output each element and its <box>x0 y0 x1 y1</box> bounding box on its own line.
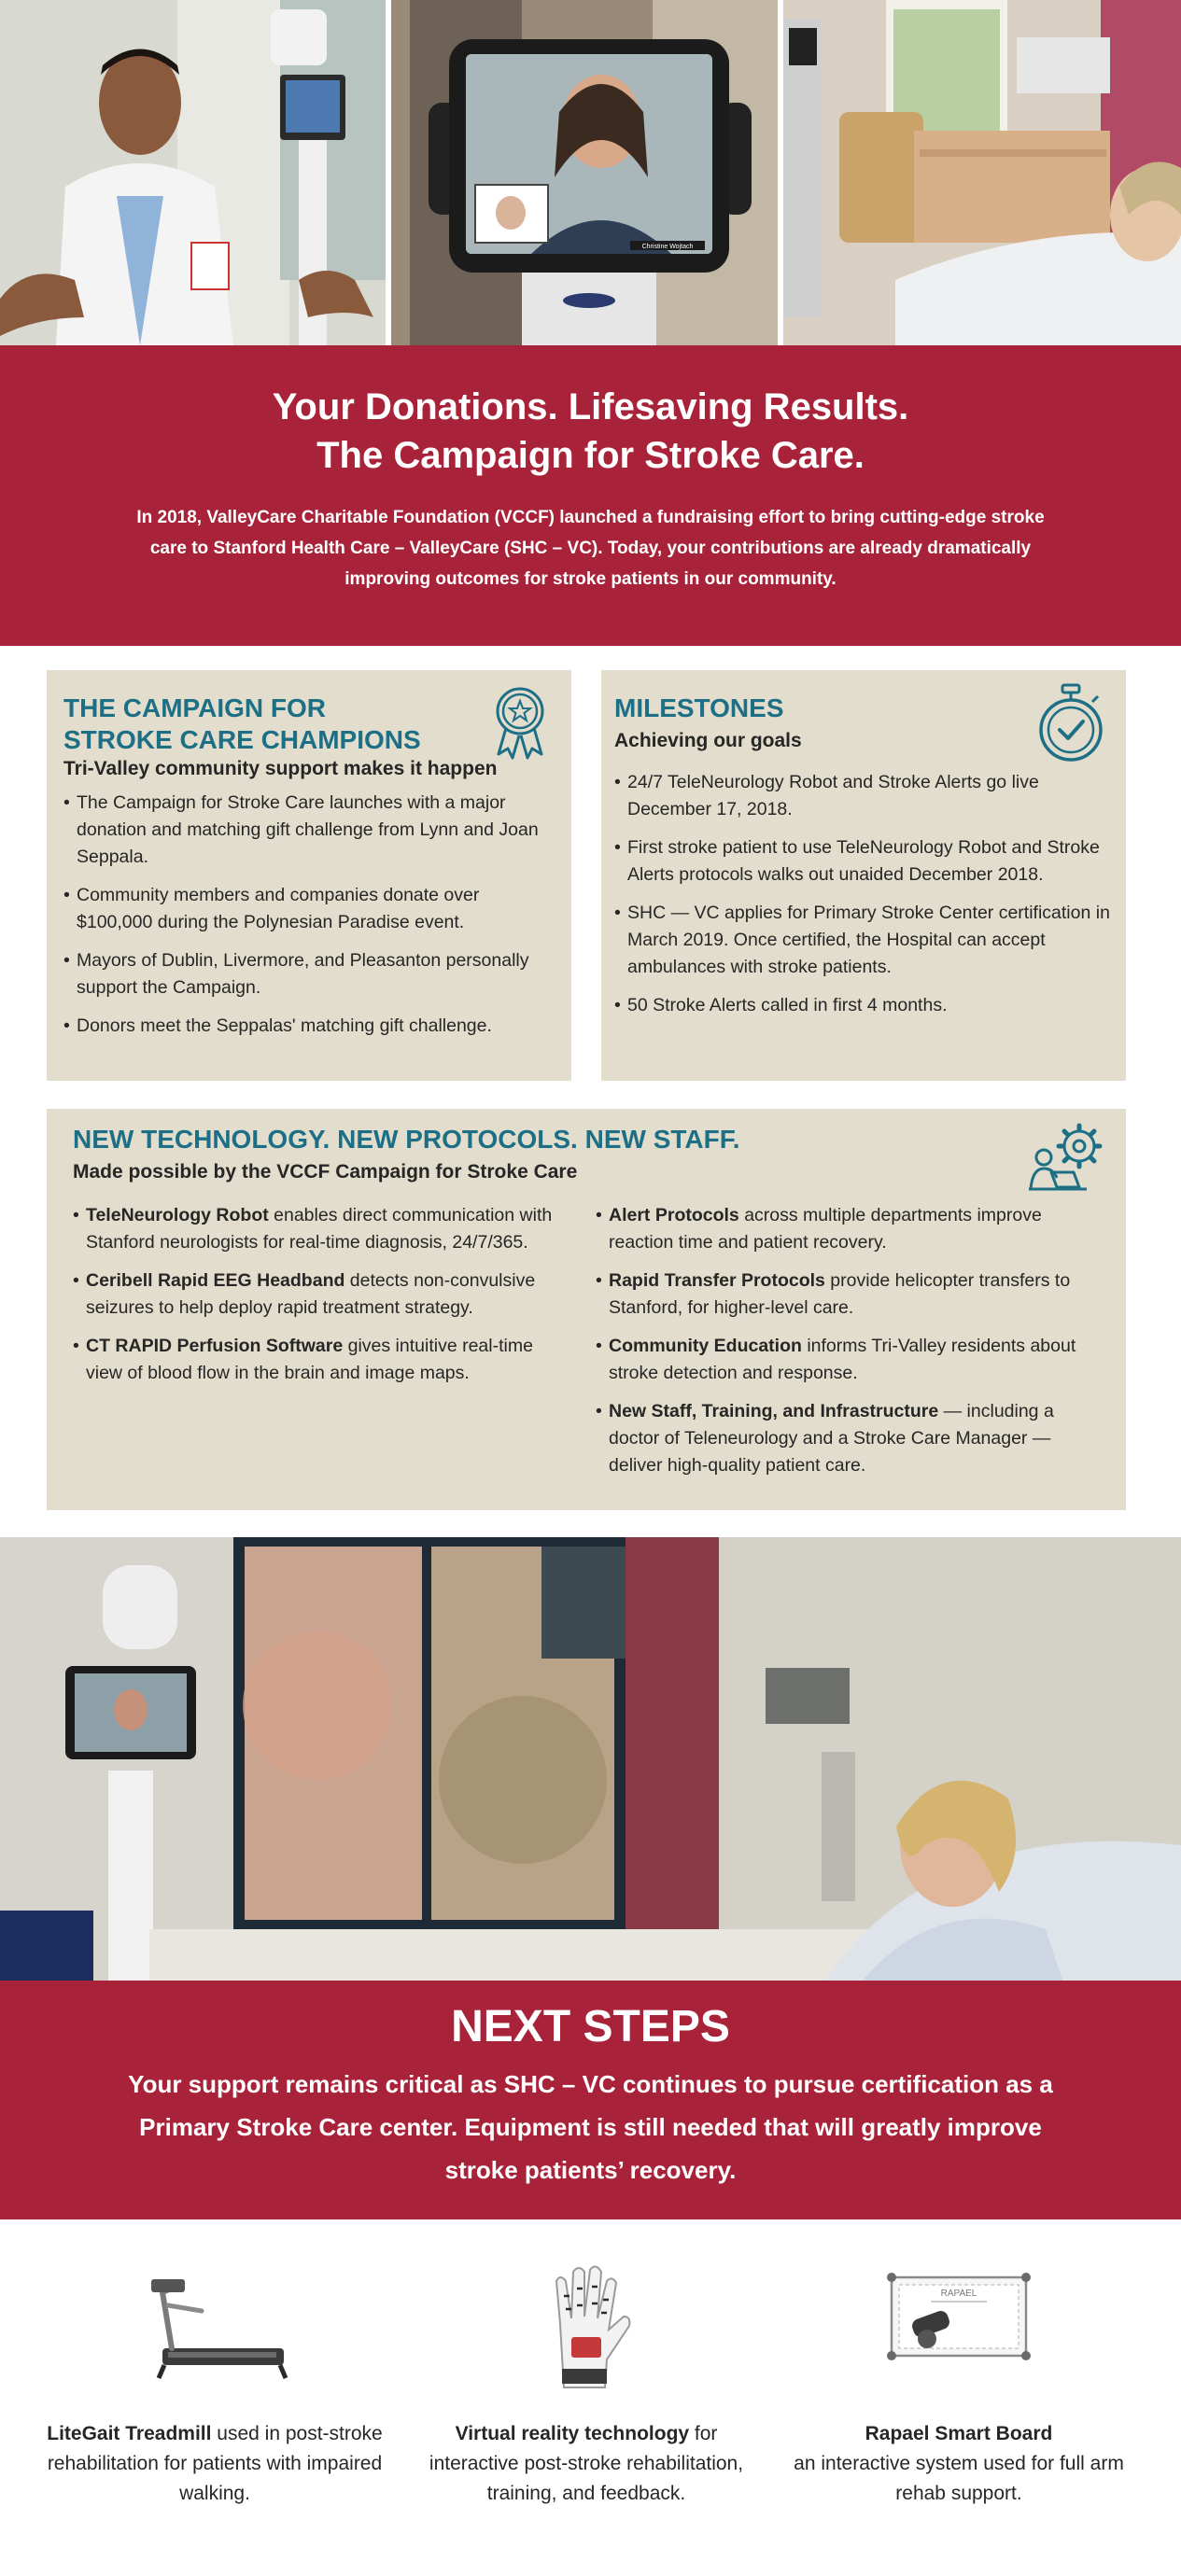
item-bold: Community Education <box>609 1336 802 1356</box>
list-item: • SHC — VC applies for Primary Stroke Center certification in March 2019. Once certified, the Hospital can accept ambulances with stroke patients. <box>614 900 1118 981</box>
person-laptop-gear-icon <box>1025 1120 1105 1193</box>
item-text: informs Tri-Valley residents about stroke detection and response. <box>609 1336 1076 1383</box>
list-item: • First stroke patient to use TeleNeurology Robot and Stroke Alerts protocols walks out unaided December 2018. <box>614 834 1118 889</box>
next-steps-title: NEXT STEPS <box>451 2002 730 2051</box>
item-text: gives intuitive real-time view of blood flow in the brain and image maps. <box>86 1336 533 1383</box>
equipment-text: an interactive system used for full arm rehab support. <box>794 2453 1124 2504</box>
champions-title-line-1: THE CAMPAIGN FOR <box>63 693 327 722</box>
equipment-name: LiteGait Treadmill <box>47 2423 212 2444</box>
list-item <box>596 1202 1104 1256</box>
top-photo-strip <box>0 0 1181 345</box>
list-item <box>73 1333 558 1387</box>
list-item: • The Campaign for Stroke Care launches with a major donation and matching gift challenge from Lynn and Joan Seppala. <box>63 790 558 871</box>
list-item: • 24/7 TeleNeurology Robot and Stroke Alerts go live December 17, 2018. <box>614 769 1118 823</box>
champions-list <box>63 790 558 1051</box>
hero-title-line-1: Your Donations. Lifesaving Results. <box>272 386 909 427</box>
screen-caption: Christine Wojtach <box>641 244 694 250</box>
item-text: detects non-convulsive seizures to help deploy rapid treatment strategy. <box>86 1270 536 1318</box>
next-steps-banner <box>0 1981 1181 2219</box>
item-text: — including a doctor of Teleneurology and a Stroke Care Manager — deliver high-quality patient care. <box>609 1401 1054 1476</box>
treadmill-icon <box>131 2259 299 2389</box>
next-steps-body: Your support remains critical as SHC – VC continues to pursue certification as a Primary Stroke Care center. Equipment is still needed that will greatly improve stroke patients’ recovery. <box>128 2070 1053 2184</box>
champions-title-line-2: STROKE CARE CHAMPIONS <box>63 725 421 754</box>
equipment-item-smart-board <box>781 2259 1136 2509</box>
award-ribbon-icon <box>489 683 551 762</box>
list-item <box>73 1267 558 1322</box>
list-item <box>73 1202 558 1256</box>
equipment-name: Rapael Smart Board <box>865 2423 1053 2444</box>
list-item: • 50 Stroke Alerts called in first 4 months. <box>614 992 1118 1019</box>
photo-hospital-room-patient <box>783 0 1181 345</box>
equipment-description <box>781 2419 1136 2509</box>
board-label: RAPAEL <box>940 2289 977 2299</box>
item-text: across multiple departments improve reaction time and patient recovery. <box>609 1205 1042 1253</box>
photo-patient-with-robot <box>0 1537 1181 1985</box>
technology-list-right <box>596 1202 1104 1491</box>
equipment-item-treadmill <box>37 2259 392 2509</box>
milestones-panel <box>601 670 1126 1081</box>
technology-list-left <box>73 1202 558 1398</box>
hero-title-line-2: The Campaign for Stroke Care. <box>316 435 865 476</box>
list-item: • Community members and companies donate over $100,000 during the Polynesian Paradise event. <box>63 882 558 936</box>
item-bold: CT RAPID Perfusion Software <box>86 1336 344 1356</box>
vr-glove-icon <box>502 2259 670 2389</box>
list-item <box>596 1333 1104 1387</box>
hero-banner <box>0 345 1181 646</box>
item-text: enables direct communication with Stanford neurologists for real-time diagnosis, 24/7/365. <box>86 1205 553 1253</box>
equipment-description <box>37 2419 392 2509</box>
champions-title <box>63 693 474 756</box>
milestones-title: MILESTONES <box>614 693 784 722</box>
stopwatch-check-icon <box>1036 683 1105 763</box>
hero-body: In 2018, ValleyCare Charitable Foundation (VCCF) launched a fundraising effort to bring cutting-edge stroke care to Stanford Health Care – ValleyCare (SHC – VC). Today, your contributions are already dramatically improving outcomes for stroke patients in our community. <box>136 508 1045 589</box>
milestones-subtitle: Achieving our goals <box>614 730 802 751</box>
item-bold: Ceribell Rapid EEG Headband <box>86 1270 345 1291</box>
champions-subtitle: Tri-Valley community support makes it happen <box>63 758 498 779</box>
hero-title <box>0 383 1181 480</box>
photo-doctor-with-robot <box>0 0 386 345</box>
item-text: provide helicopter transfers to Stanford, for higher-level care. <box>609 1270 1071 1318</box>
smart-board-icon <box>875 2259 1043 2389</box>
list-item: • Mayors of Dublin, Livermore, and Pleasanton personally support the Campaign. <box>63 947 558 1001</box>
item-bold: TeleNeurology Robot <box>86 1205 269 1225</box>
photo-telepresence-screen <box>391 0 778 345</box>
equipment-item-vr-technology <box>409 2259 764 2509</box>
item-bold: New Staff, Training, and Infrastructure <box>609 1401 939 1421</box>
champions-panel <box>47 670 571 1081</box>
item-bold: Rapid Transfer Protocols <box>609 1270 825 1291</box>
list-item <box>596 1267 1104 1322</box>
technology-title: NEW TECHNOLOGY. NEW PROTOCOLS. NEW STAFF. <box>73 1125 740 1154</box>
item-bold: Alert Protocols <box>609 1205 739 1225</box>
equipment-name: Virtual reality technology <box>455 2423 690 2444</box>
list-item: • Donors meet the Seppalas' matching gift challenge. <box>63 1013 558 1040</box>
equipment-text: used in post-stroke rehabilitation for patients with impaired walking. <box>47 2423 383 2504</box>
technology-subtitle: Made possible by the VCCF Campaign for Stroke Care <box>73 1161 578 1183</box>
technology-panel <box>47 1109 1126 1510</box>
milestones-list <box>614 769 1118 1030</box>
list-item <box>596 1398 1104 1479</box>
equipment-description <box>409 2419 764 2509</box>
equipment-text: for interactive post-stroke rehabilitation, training, and feedback. <box>429 2423 744 2504</box>
